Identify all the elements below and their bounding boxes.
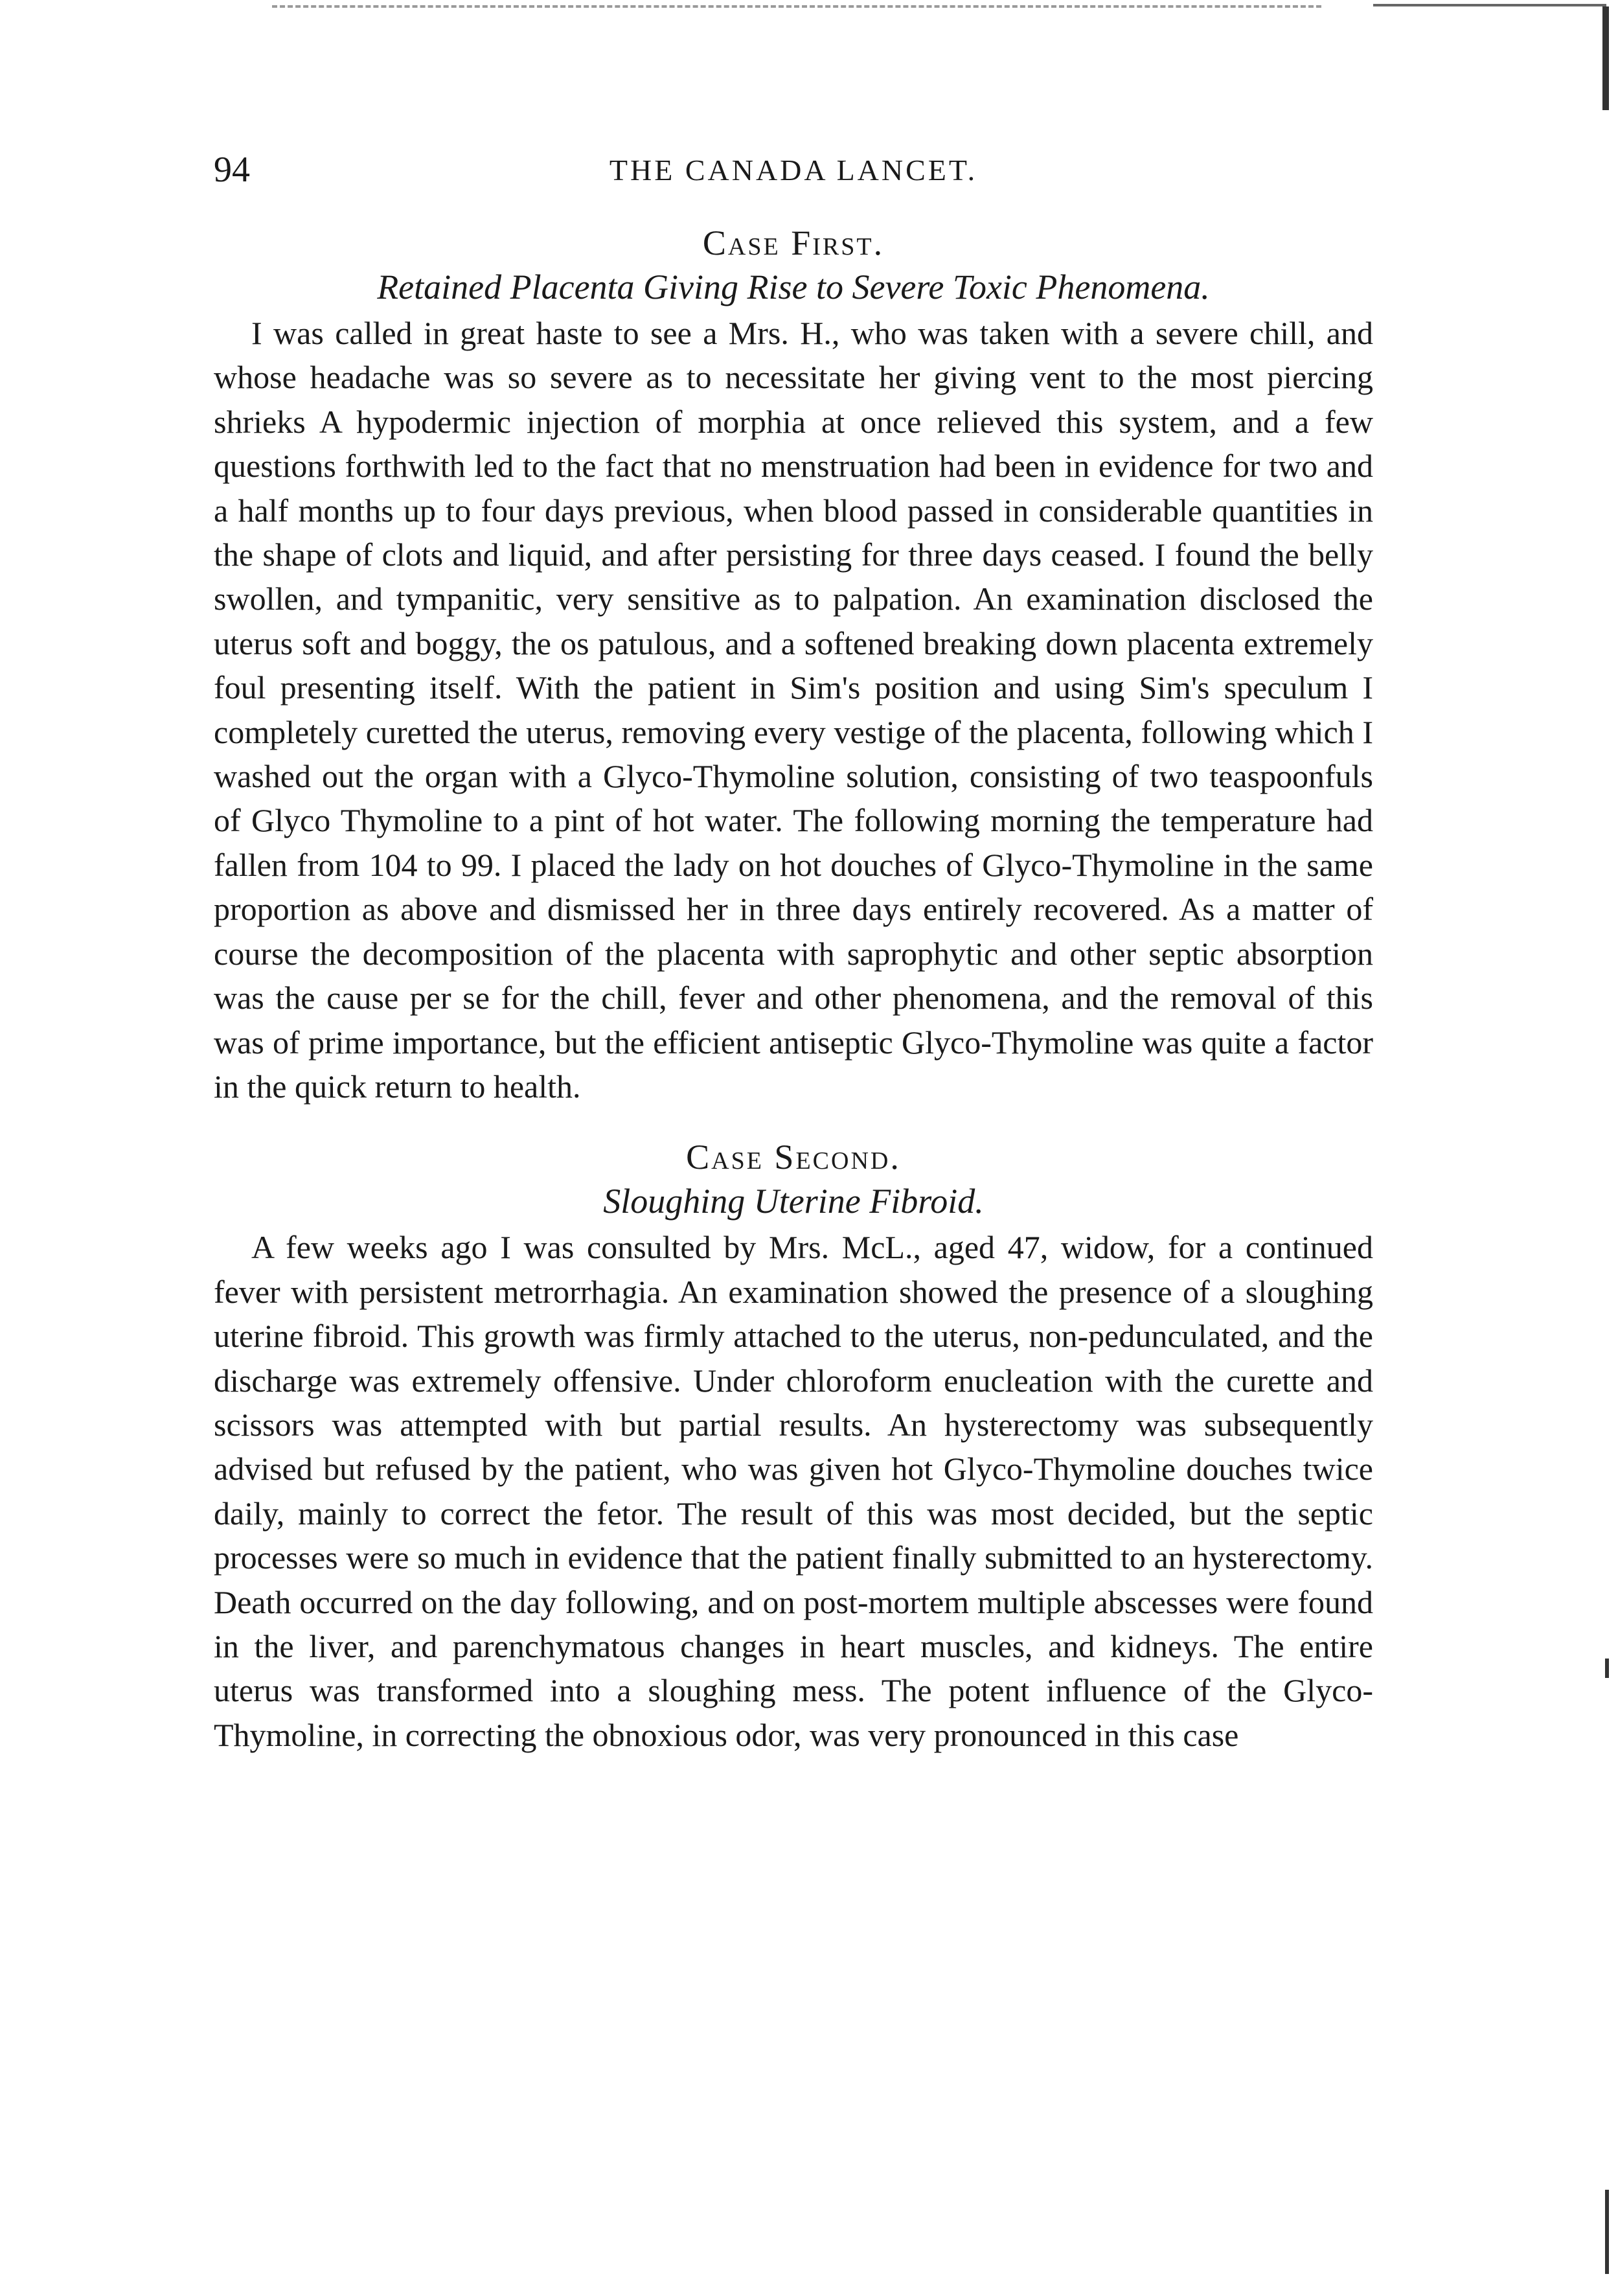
journal-title: THE CANADA LANCET. — [609, 154, 978, 187]
case-first-subtitle: Retained Placenta Giving Rise to Severe Toxic Phenomena. — [377, 268, 1210, 306]
scan-artifact-edge-mark — [1605, 2190, 1609, 2274]
case-second-subtitle: Sloughing Uterine Fibroid. — [603, 1182, 984, 1221]
scan-artifact-top-right-line — [1373, 4, 1606, 6]
scan-artifact-top-line — [272, 5, 1321, 8]
case-first-body: I was called in great haste to see a Mrs. H., who was taken with a severe chill, and whose headache was so severe as to necessitate her giving vent to the most piercing shrieks A hypodermic injection of morphia at once relieved this system, and a few questions forthwith led to the fact that no menstruation had been in evidence for two and a half months up to four days previous, when blood passed in considerable quantities in the shape of clots and liquid, and after persisting for three days ceased. I found the belly swollen, and tympanitic, very sensitive as to palpation. An examination disclosed the uterus soft and boggy, the os patulous, and a softened breaking down placenta extremely foul presenting itself. With the patient in Sim's position and using Sim's speculum I completely curetted the uterus, removing every vestige of the placenta, following which I washed out the organ with a Glyco-Thymoline solution, consisting of two teaspoonfuls of Glyco Thymoline to a pint of hot water. The following morning the temperature had fallen from 104 to 99. I placed the lady on hot douches of Glyco-Thymoline in the same proportion as above and dismissed her in three days entirely recovered. As a matter of course the decomposition of the placenta with saprophytic and other septic absorption was the cause per se for the chill, fever and other phenomena, and the removal of this was of prime importance, but the efficient antiseptic Glyco-Thymoline was quite a factor in the quick return to health. — [214, 315, 1373, 1105]
case-first-heading: Case First. — [702, 224, 885, 262]
page-content — [214, 149, 1373, 1757]
case-second-heading: Case Second. — [686, 1138, 901, 1177]
scan-artifact-edge-mark — [1605, 1659, 1609, 1678]
case-second-body: A few weeks ago I was consulted by Mrs. McL., aged 47, widow, for a continued fever with persistent metrorrhagia. An examination showed the presence of a sloughing uterine fibroid. This growth was firmly attached to the uterus, non-pedunculated, and the discharge was extremely offensive. Under chloroform enucleation with the curette and scissors was attempted with but partial results. An hysterectomy was subsequently advised but refused by the patient, who was given hot Glyco-Thymoline douches twice daily, mainly to correct the fetor. The result of this was most decided, but the septic processes were so much in evidence that the patient finally submitted to an hysterectomy. Death occurred on the day following, and on post-mortem multiple abscesses were found in the liver, and parenchymatous changes in heart muscles, and kidneys. The entire uterus was transformed into a sloughing mess. The potent influence of the Glyco-Thymoline, in correcting the obnoxious odor, was very pronounced in this case — [214, 1229, 1373, 1753]
scan-artifact-edge-mark — [1602, 6, 1609, 110]
running-head — [214, 149, 1373, 194]
page-number: 94 — [214, 150, 250, 190]
